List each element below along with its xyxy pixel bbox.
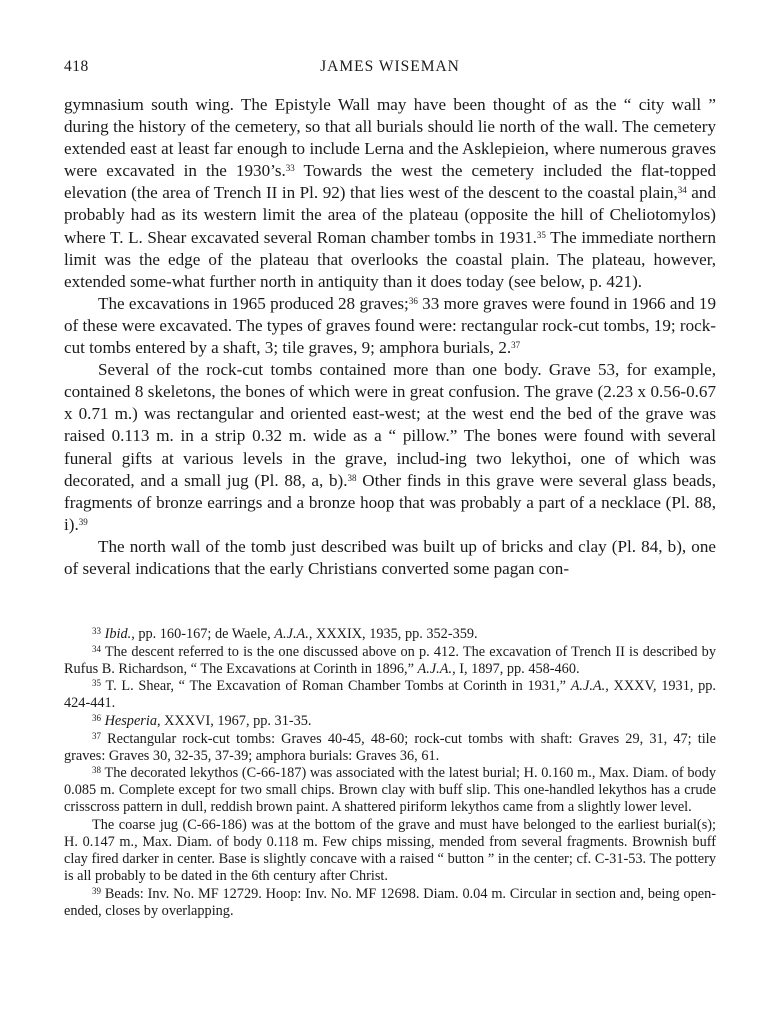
main-text — [64, 94, 716, 580]
paragraph-1: gymnasium south wing. The Epistyle Wall may have been thought of as the “ city wall ” during the history of the cemetery, so that all burials should lie north of the wall. The cemetery extended east at least far enough to include Lerna and the Asklepieion, where numerous graves were excavated in the 1930’s.$^{33}$ Towards the west the cemetery included the flat-topped elevation (the area of Trench II in Pl. 92) that lies west of the descent to the coastal plain,$^{34}$ and probably had as its western limit the area of the plateau (opposite the hill of Cheliotomylos) where T. L. Shear excavated several Roman chamber tombs in 1931.35 The immediate northern limit was the edge of the plateau that overlooks the coastal plain. The plateau, however, extended some-what further north in antiquity than it does today (see below, p. 421). — [64, 95, 717, 291]
footnote-ref-36[interactable]: 36 — [408, 295, 418, 306]
paragraph-3: Several of the rock-cut tombs contained more than one body. Grave 53, for example, contained 8 skeletons, the bones of which were in great confusion. The grave (2.23 x 0.56-0.67 x 0.71 m.) was rectangular and oriented east-west; at the west end the bed of the grave was raised 0.113 m. in a strip 0.32 m. wide as a “ pillow.” The bones were found with several funeral gifts at various levels in the grave, includ-ing two lekythoi, one of which was decorated, and a small jug (Pl. 88, a, b).$^{38}$ Other finds in this grave were several glass beads, fragments of bronze earrings and a bronze hoop that was probably a part of a necklace (Pl. 88, i).$^{39}$ — [64, 360, 716, 534]
paragraph-4: The north wall of the tomb just described was built up of bricks and clay (Pl. 84, b), one of several indications that the early Christians converted some pagan con- — [64, 536, 716, 578]
footnote-ref-37[interactable]: 37 — [511, 340, 521, 351]
page-header — [64, 58, 716, 82]
footnote-38: $^{38}$ The decorated lekythos (C-66-187) was associated with the latest burial; H. 0.160 m., Max. Diam. of body 0.085 m. Complete except for two small chips. Brown clay with buff slip. This one-handled lekythos has a crude crisscross pattern in dull, reddish brown paint. A shattered piriform lekythos came from a slightly lower level. — [64, 765, 716, 816]
footnote-ref-38[interactable]: 38 — [347, 472, 357, 483]
footnote-ref-39[interactable]: 39 — [78, 516, 88, 527]
footnote-ref-34[interactable]: 34 — [677, 185, 687, 196]
footnote-38-continued: The coarse jug (C-66-186) was at the bottom of the grave and must have belonged to the earliest burial(s); H. 0.147 m., Max. Diam. of body 0.118 m. Few chips missing, mended from several fragments. Brownish buff clay fired darker in center. Base is slightly concave with a raised “ button ” in the center; cf. C-31-53. The pottery is all probably to be dated in the 6th century after Christ. — [64, 817, 716, 885]
footnotes — [64, 626, 716, 921]
paragraph-2: The excavations in 1965 produced 28 graves;$^{36}$ 33 more graves were found in 1966 and 19 of these were excavated. The types of graves found were: rectangular rock-cut tombs, 19; rock-cut tombs entered by a shaft, 3; tile graves, 9; amphora burials, 2.37 — [64, 293, 716, 358]
running-head: JAMES WISEMAN — [320, 58, 460, 75]
footnote-37: $^{37}$ Rectangular rock-cut tombs: Graves 40-45, 48-60; rock-cut tombs with shaft: Graves 29, 31, 47; tile graves: Graves 30, 32-35, 37-39; amphora burials: Graves 36, 61. — [64, 730, 716, 764]
footnote-33: $^{33}$ Ibid., pp. 160-167; de Waele, A.J.A., XXXIX, 1935, pp. 352-359. — [92, 626, 478, 642]
footnote-ref-35[interactable]: 35 — [536, 229, 546, 240]
footnote-35: $^{35}$ T. L. Shear, “ The Excavation of Roman Chamber Tombs at Corinth in 1931,” A.J.A., XXXV, 1931, pp. 424-441. — [64, 678, 716, 712]
footnote-ref-33[interactable]: 33 — [285, 163, 295, 174]
footnote-36: $^{36}$ Hesperia, XXXVI, 1967, pp. 31-35. — [92, 712, 312, 729]
footnote-39: $^{39}$ Beads: Inv. No. MF 12729. Hoop: Inv. No. MF 12698. Diam. 0.04 m. Circular in section and, being open-ended, closes by overlapping. — [64, 885, 716, 919]
page-number: 418 — [64, 58, 89, 75]
footnote-34: $^{34}$ The descent referred to is the one discussed above on p. 412. The excavation of Trench II is described by Rufus B. Richardson, “ The Excavations at Corinth in 1896,” A.J.A., I, 1897, pp. 458-460. — [64, 643, 716, 677]
